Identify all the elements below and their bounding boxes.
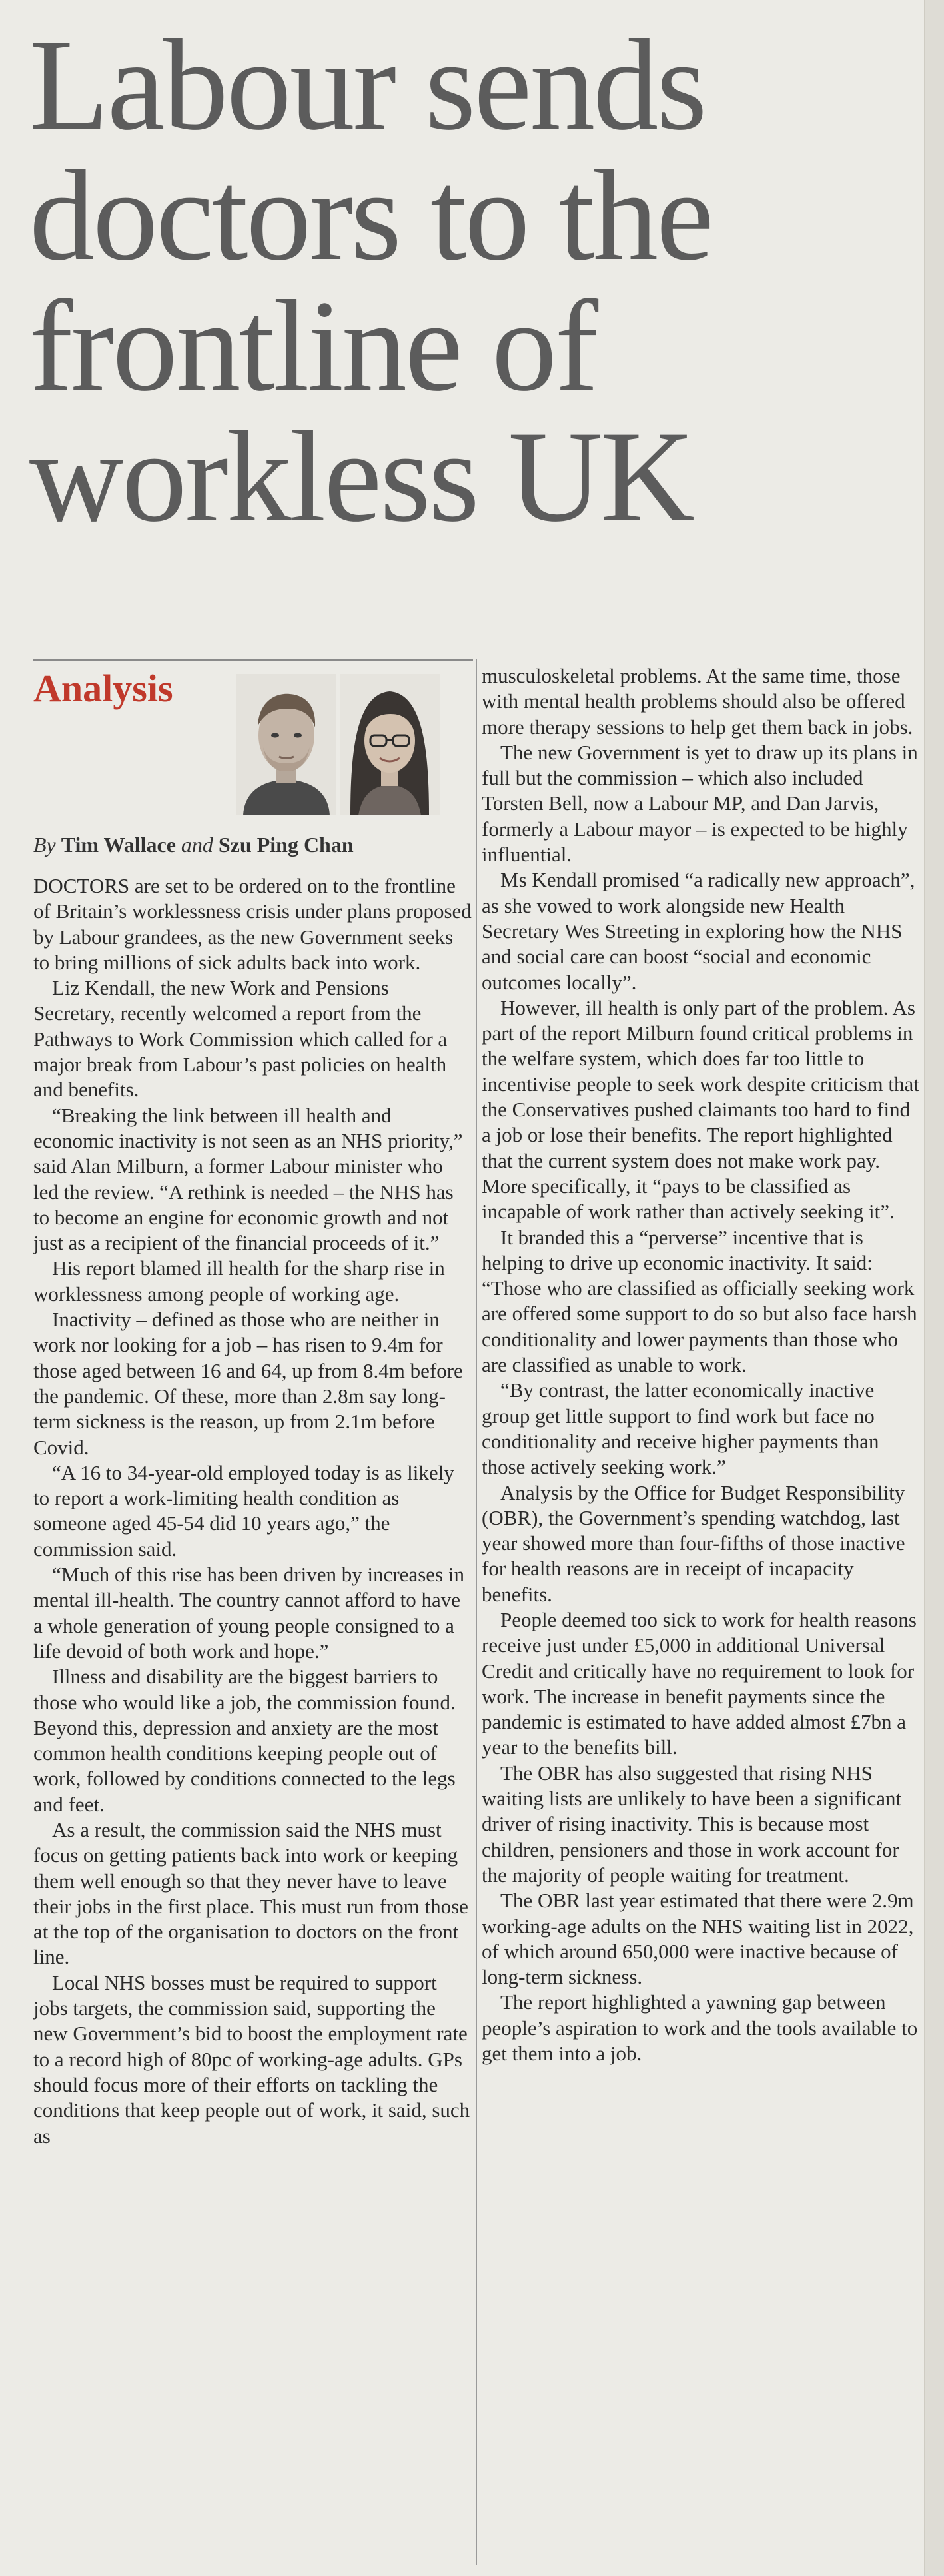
paragraph: The OBR has also suggested that rising NHS waiting lists are unlikely to have been a significant driver of rising inactivity. This is because most children, pensioners and those in work account for the majority of people waiting for treatment. [482,1761,902,1887]
paragraph: Local NHS bosses must be required to support jobs targets, the commission said, supporting the new Government’s bid to boost the employment rate to a record high of 80pc of working-age adults. GPs should focus more of their efforts on tackling the conditions that keep people out of work, it said, such as [33,1970,470,2148]
paragraph: musculoskeletal problems. At the same time, those with mental health problems should also be offered more therapy sessions to help get them back in jobs. [482,664,913,739]
paragraph: Liz Kendall, the new Work and Pensions Secretary, recently welcomed a report from the Pathways to Work Commission which called for a major break from Labour’s past policies on health and benefits. [33,976,448,1102]
paragraph: “Breaking the link between ill health and economic inactivity is not seen as an NHS priority,” said Alan Milburn, a former Labour minister who led the review. “A rethink is needed – the NHS has to become an engine for economic growth and not just as a recipient of the financial proceeds of it.” [33,1103,463,1255]
column-divider [476,659,477,2565]
adjacent-page-edge [924,0,944,2576]
paragraph: The OBR last year estimated that there were 2.9m working-age adults on the NHS waiting list in 2022, of which around 650,000 were inactive because of long-term sickness. [482,1889,914,1989]
paragraph: “By contrast, the latter economically inactive group get little support to find work but face no conditionality and receive higher payments than those actively seeking work.” [482,1378,879,1479]
author-photo-1-icon [236,674,336,815]
byline-author-1: Tim Wallace [61,833,176,857]
headline-line: workless UK [29,404,693,549]
right-column [482,663,920,2066]
headline-line: Labour sends [29,13,706,157]
section-label: Analysis [33,667,173,710]
author-photo-szu-ping-chan [340,674,440,815]
byline [33,833,473,857]
paragraph: As a result, the commission said the NHS must focus on getting patients back into work or keeping them well enough so that they never have to leave their jobs in the first place. This must run from those at the top of the organisation to doctors on the front line. [33,1817,468,1969]
paragraph: Illness and disability are the biggest barriers to those who would like a job, the commission found. Beyond this, depression and anxiety are the most common health conditions keeping people out of work, followed by conditions connected to the legs and feet. [33,1665,456,1816]
byline-prefix: By [33,833,56,857]
author-photo-2-icon [340,674,440,815]
paragraph: People deemed too sick to work for health reasons receive just under £5,000 in additional Universal Credit and critically have no requirement to look for work. The increase in benefit payments since the pandemic is estimated to have added almost £7bn a year to the benefits bill. [482,1607,917,1759]
author-photo-tim-wallace [236,674,336,815]
section-rule [33,659,473,661]
byline-conjunction: and [181,833,213,857]
paragraph: “A 16 to 34-year-old employed today is as likely to report a work-limiting health condition as someone aged 45-54 did 10 years ago,” the commission said. [33,1460,454,1561]
paragraph: The report highlighted a yawning gap between people’s aspiration to work and the tools available to get them into a job. [482,1990,918,2066]
headline-line: frontline of [29,274,597,418]
paragraph: However, ill health is only part of the problem. As part of the report Milburn found critical problems in the welfare system, which does far too little to incentivise people to seek work despite criticism that the Conservatives pushed claimants too hard to find a job or lose their benefits. The report highlighted that the current system does not make work pay. More specifically, it “pays to be classified as incapable of work rather than actively seeking it”. [482,995,919,1224]
byline-author-2: Szu Ping Chan [218,833,354,857]
paragraph: Ms Kendall promised “a radically new approach”, as she vowed to work alongside new Health Secretary Wes Streeting in exploring how the NHS and social care can boost “social and economic outcomes locally”. [482,868,915,994]
paragraph: His report blamed ill health for the sharp rise in worklessness among people of working age. [33,1256,445,1306]
paragraph: DOCTORS are set to be ordered on to the frontline of Britain’s worklessness crisis under plans proposed by Labour grandees, as the new Government seeks to bring millions of sick adults back into work. [33,874,472,974]
headline-line: doctors to the [29,143,712,288]
paragraph: “Much of this rise has been driven by increases in mental ill-health. The country cannot afford to have a whole generation of young people consigned to a life devoid of both work and hope.” [33,1563,464,1663]
paragraph: Inactivity – defined as those who are neither in work nor looking for a job – has risen to 9.4m for those aged between 16 and 64, up from 8.4m before the pandemic. Of these, more than 2.8m say long-term sickness is the reason, up from 2.1m before Covid. [33,1308,463,1459]
paragraph: It branded this a “perverse” incentive that is helping to drive up economic inactivity. It said: “Those who are classified as officially seeking work are offered some support to do so but also face harsh conditionality and lower payments than those who are classified as unable to work. [482,1225,917,1377]
left-column [33,873,473,2149]
headline [29,13,915,549]
paragraph: The new Government is yet to draw up its plans in full but the commission – which also included Torsten Bell, now a Labour MP, and Dan Jarvis, formerly a Labour mayor – is expected to be highly influential. [482,740,918,867]
paragraph: Analysis by the Office for Budget Responsibility (OBR), the Government’s spending watchdog, last year showed more than four-fifths of those inactive for health reasons are in receipt of incapacity benefits. [482,1480,905,1606]
